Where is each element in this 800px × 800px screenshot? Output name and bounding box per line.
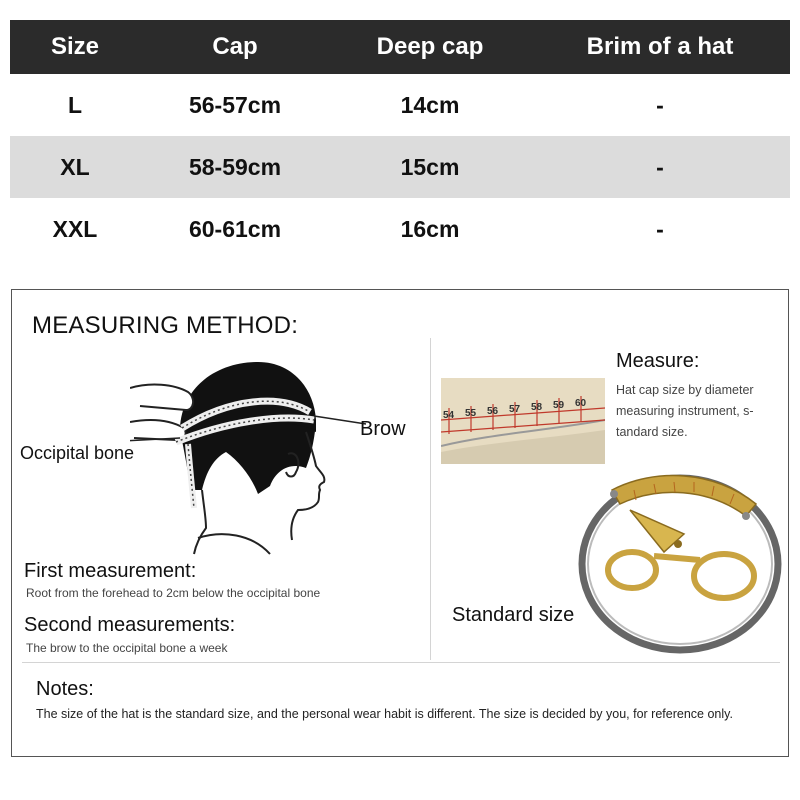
standard-size-label: Standard size [452,604,575,626]
first-measurement-desc: Root from the forehead to 2cm below the occipital bone [26,586,321,600]
measuring-instrument-photo [574,460,784,656]
scale-number: 60 [575,398,587,409]
occipital-bone-label: Occipital bone [20,443,135,463]
scale-number: 55 [465,408,477,419]
vertical-divider [430,338,431,660]
row-size: XL [60,153,90,180]
row-brim: - [656,153,664,180]
brow-label: Brow [360,418,406,440]
measure-desc: Hat cap size by diameter measuring instrument, s-tandard size. [616,383,754,439]
measure-title: Measure: [616,350,700,372]
size-table-header [10,20,790,74]
panel-title: MEASURING METHOD: [32,312,299,339]
table-row [10,74,790,136]
table-row [10,198,790,260]
notes-title: Notes: [36,678,94,700]
row-size: L [67,91,83,118]
scale-number: 59 [553,400,565,411]
row-size: XXL [52,215,98,242]
measuring-method-panel [11,289,789,757]
horizontal-divider [22,662,780,663]
head-measurement-illustration [130,358,380,558]
notes-text: The size of the hat is the standard size, and the personal wear habit is different. The size is decided by you, for reference only. [36,707,733,721]
scale-number: 56 [487,406,499,417]
header-brim: Brim of a hat [586,33,734,60]
row-brim: - [656,91,664,118]
row-cap: 56-57cm [188,91,282,118]
second-measurement-desc: The brow to the occipital bone a week [26,641,228,655]
row-deep-cap: 14cm [400,91,460,118]
scale-number: 58 [531,402,543,413]
header-deep-cap: Deep cap [376,33,484,60]
table-row [10,136,790,198]
row-deep-cap: 16cm [400,215,460,242]
scale-number: 54 [443,410,455,421]
header-size: Size [50,33,100,60]
first-measurement-title: First measurement: [24,560,197,582]
row-cap: 60-61cm [188,215,282,242]
scale-number: 57 [509,404,521,415]
row-deep-cap: 15cm [400,153,460,180]
row-brim: - [656,215,664,242]
size-table [10,20,790,260]
second-measurement-title: Second measurements: [24,614,236,636]
header-cap: Cap [212,33,258,60]
size-scale-photo [441,378,605,464]
row-cap: 58-59cm [188,153,282,180]
